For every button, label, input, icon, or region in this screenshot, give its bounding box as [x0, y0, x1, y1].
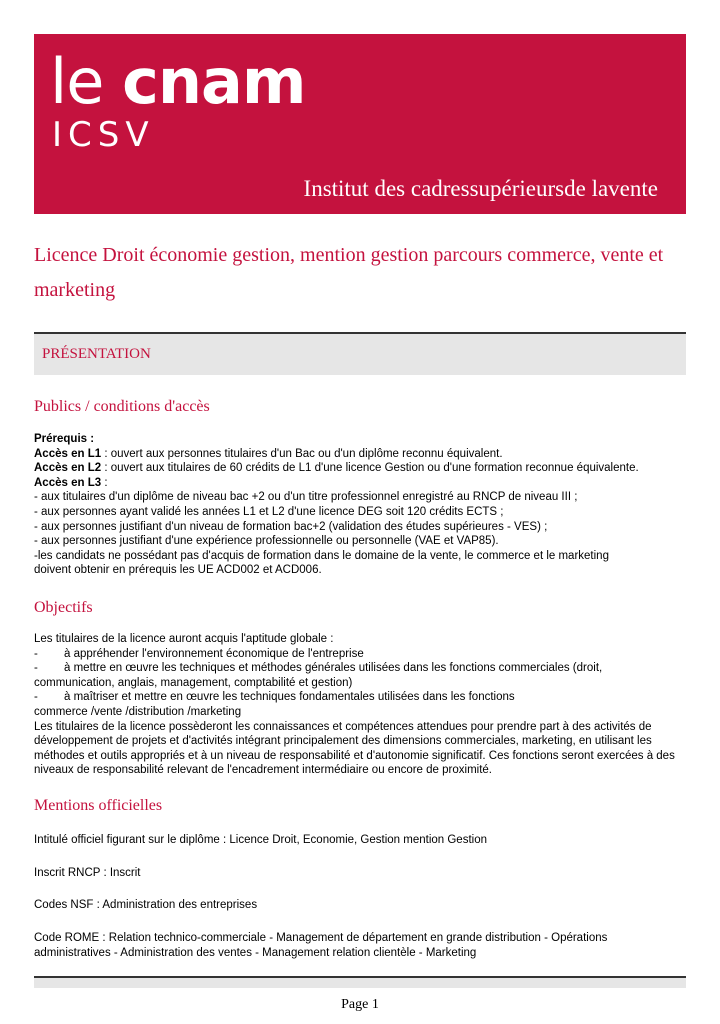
section-header: [34, 334, 686, 375]
access-l1-text: : ouvert aux personnes titulaires d'un Bac ou d'un diplôme reconnu équivalent.: [101, 447, 503, 460]
document-title: Licence Droit économie gestion, mention gestion parcours commerce, vente et marketing: [34, 244, 664, 301]
mentions-nsf: Codes NSF : Administration des entreprises: [34, 899, 258, 911]
header-banner: [34, 34, 686, 214]
bullet-dash: -: [34, 647, 38, 660]
access-l2-text: : ouvert aux titulaires de 60 crédits de L1 d'une licence Gestion ou d'une formation reconnue équivalente.: [101, 462, 639, 475]
objectif-item: [34, 647, 686, 662]
logo-icsv: ICSV: [52, 115, 155, 155]
access-l3-text: :: [101, 476, 108, 489]
objectifs-closing: Les titulaires de la licence possèderont les connaissances et compétences attendues pour prendre part à des activités de développement de projets et d'activités intégrant principalement des dimensions commerciales, marketing, en utilisant les méthodes et outils appropriés et à un niveau de responsabilité et d'autonomie significatif. Ces fonctions seront exercées à des niveaux de responsabilité relevant de l'encadrement intermédiaire ou encore de proximité.: [34, 720, 675, 777]
objectif-item: [34, 661, 686, 676]
page-number: Page 1: [341, 997, 379, 1012]
objectif-continuation: commerce /vente /distribution /marketing: [34, 705, 242, 718]
objectif-text: à appréhender l'environnement économique de l'entreprise: [64, 647, 364, 660]
publics-heading: Publics / conditions d'accès: [34, 398, 210, 415]
publics-line: doivent obtenir en prérequis les UE ACD002 et ACD006.: [34, 564, 322, 577]
prerequis-label: Prérequis :: [34, 433, 95, 445]
bullet-dash: -: [34, 662, 38, 675]
access-l2: [34, 461, 686, 476]
access-l2-label: Accès en L2: [34, 462, 102, 475]
publics-line: - aux personnes ayant validé les années L1 et L2 d'une licence DEG soit 120 crédits ECTS ;: [34, 505, 504, 518]
objectif-text: à mettre en œuvre les techniques et méthodes générales utilisées dans les fonctions commerciales (droit,: [64, 662, 603, 675]
mentions-rncp: Inscrit RNCP : Inscrit: [34, 867, 141, 879]
objectifs-heading: Objectifs: [34, 599, 93, 616]
publics-line: - aux titulaires d'un diplôme de niveau bac +2 ou d'un titre professionnel enregistré au RNCP de niveau III ;: [34, 491, 578, 504]
access-l3: [34, 476, 686, 491]
mentions-intitule: Intitulé officiel figurant sur le diplôme : Licence Droit, Economie, Gestion mention Gestion: [34, 834, 487, 846]
mentions-heading: Mentions officielles: [34, 797, 163, 814]
objectif-item: [34, 690, 686, 705]
footer-band: [34, 978, 686, 988]
publics-line: -les candidats ne possédant pas d'acquis de formation dans le domaine de la vente, le commerce et le marketing: [34, 549, 609, 562]
objectifs-intro: Les titulaires de la licence auront acquis l'aptitude globale :: [34, 633, 334, 645]
logo-cnam: cnam: [122, 45, 306, 118]
access-l1: [34, 447, 686, 462]
mentions-rome: Code ROME : Relation technico-commerciale - Management de département en grande distribution - Opérations administratives - Administration des ventes - Management relation clientèle - Marketing: [34, 932, 608, 959]
publics-body: [34, 432, 686, 578]
objectifs-body: [34, 632, 686, 778]
bullet-dash: -: [34, 691, 38, 704]
logo-le: le: [50, 45, 104, 118]
access-l3-label: Accès en L3: [34, 476, 102, 489]
section-label: PRÉSENTATION: [42, 346, 151, 362]
institute-subtitle: Institut des cadressupérieursde lavente: [303, 176, 658, 201]
publics-line: - aux personnes justifiant d'une expérience professionnelle ou personnelle (VAE et VAP85).: [34, 535, 499, 548]
cnam-logo: [50, 45, 306, 118]
publics-line: - aux personnes justifiant d'un niveau de formation bac+2 (validation des études supérieures - VES) ;: [34, 520, 548, 533]
objectif-continuation: communication, anglais, management, comptabilité et gestion): [34, 676, 353, 689]
objectif-text: à maîtriser et mettre en œuvre les techniques fondamentales utilisées dans les fonctions: [64, 691, 515, 704]
access-l1-label: Accès en L1: [34, 447, 102, 460]
